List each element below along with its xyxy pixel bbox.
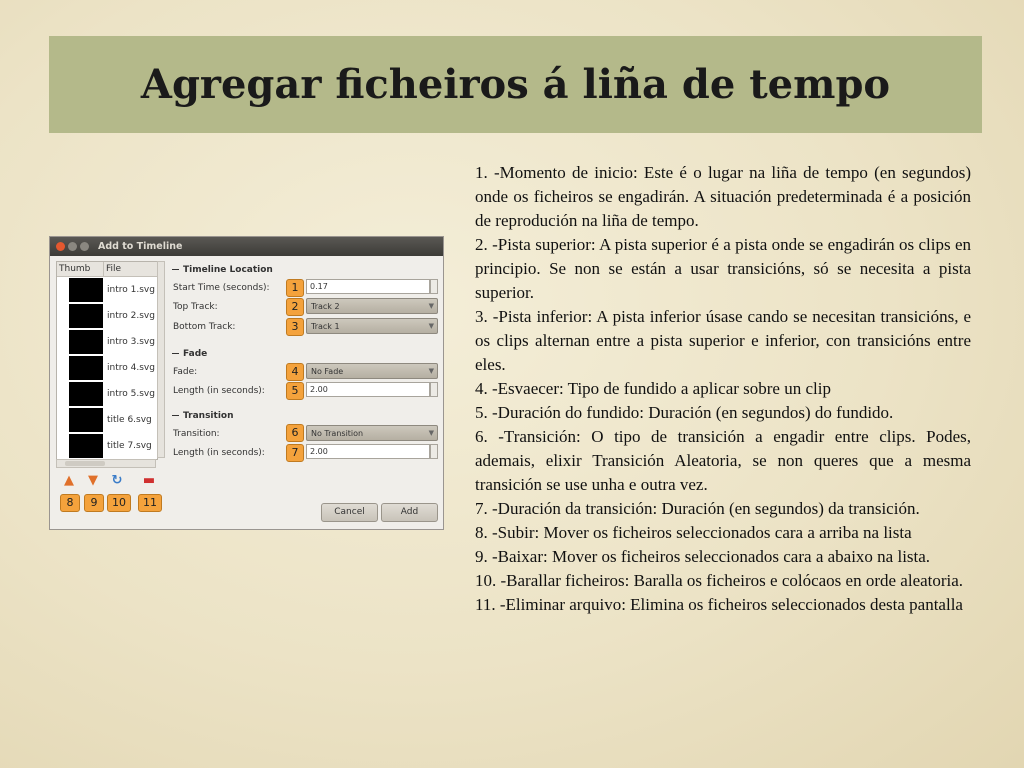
dialog-titlebar bbox=[50, 237, 443, 256]
horizontal-scrollbar[interactable] bbox=[56, 459, 156, 468]
collapse-icon[interactable] bbox=[172, 269, 179, 270]
paragraph: 1. -Momento de inicio: Este é o lugar na liña de tempo (en segundos) onde os ficheiros se engadirán. A situación predeterminada é a posición de reprodución na liña de tempo. bbox=[475, 163, 971, 230]
dialog-title: Add to Timeline bbox=[98, 241, 183, 252]
paragraph: 6. -Transición: O tipo de transición a engadir entre clips. Podes, ademais, elixir Transición Aleatoria, se non queres que a mesma transición se use unha e outra vez. bbox=[475, 427, 971, 494]
callout-10: 10 bbox=[107, 494, 131, 512]
chevron-down-icon: ▼ bbox=[428, 367, 434, 375]
cancel-button[interactable]: Cancel bbox=[321, 503, 378, 522]
slide-title-band bbox=[49, 36, 982, 133]
file-list[interactable] bbox=[56, 261, 158, 460]
callout-7: 7 bbox=[286, 444, 304, 462]
slide-title: Agregar ficheiros á liña de tempo bbox=[140, 61, 891, 108]
shuffle-icon[interactable]: ↻ bbox=[111, 473, 123, 488]
paragraph: 4. -Esvaecer: Tipo de fundido a aplicar sobre un clip bbox=[475, 379, 831, 398]
select-value: Track 1 bbox=[311, 322, 340, 331]
transition-length-label: Length (in seconds): bbox=[173, 448, 265, 458]
callout-9: 9 bbox=[84, 494, 104, 512]
bottom-track-label: Bottom Track: bbox=[173, 322, 236, 332]
thumbnail bbox=[69, 330, 103, 354]
callout-8: 8 bbox=[60, 494, 80, 512]
file-name: title 6.svg bbox=[107, 415, 152, 425]
transition-length-spin[interactable] bbox=[430, 444, 438, 459]
fade-label: Fade: bbox=[173, 367, 198, 377]
file-list-header bbox=[57, 262, 157, 277]
start-time-spin[interactable] bbox=[430, 279, 438, 294]
bottom-track-select[interactable] bbox=[306, 318, 438, 334]
callout-6: 6 bbox=[286, 424, 304, 442]
transition-select[interactable] bbox=[306, 425, 438, 441]
section-fade[interactable] bbox=[172, 349, 207, 359]
section-title: Transition bbox=[183, 411, 234, 421]
list-item[interactable] bbox=[57, 277, 157, 303]
callout-1: 1 bbox=[286, 279, 304, 297]
transition-length-input[interactable]: 2.00 bbox=[306, 444, 430, 459]
thumb-column-header[interactable]: Thumb bbox=[57, 262, 104, 276]
list-item[interactable] bbox=[57, 407, 157, 433]
start-time-label: Start Time (seconds): bbox=[173, 283, 270, 293]
fade-length-spin[interactable] bbox=[430, 382, 438, 397]
fade-select[interactable] bbox=[306, 363, 438, 379]
paragraph: 2. -Pista superior: A pista superior é a pista onde se engadirán os clips en principio. Se non se están a usar transicións, só se necesita a pista superior. bbox=[475, 235, 971, 302]
thumbnail bbox=[69, 382, 103, 406]
file-name: intro 5.svg bbox=[107, 389, 155, 399]
paragraph: 8. -Subir: Mover os ficheiros seleccionados cara a arriba na lista bbox=[475, 523, 912, 542]
add-button[interactable]: Add bbox=[381, 503, 438, 522]
add-to-timeline-dialog bbox=[49, 236, 444, 530]
minimize-icon[interactable] bbox=[68, 242, 77, 251]
callout-4: 4 bbox=[286, 363, 304, 381]
section-timeline-location[interactable] bbox=[172, 265, 273, 275]
file-name: title 7.svg bbox=[107, 441, 152, 451]
maximize-icon[interactable] bbox=[80, 242, 89, 251]
section-title: Fade bbox=[183, 349, 208, 359]
paragraph: 11. -Eliminar arquivo: Elimina os ficheiros seleccionados desta pantalla bbox=[475, 595, 963, 614]
fade-length-label: Length (in seconds): bbox=[173, 386, 265, 396]
list-item[interactable] bbox=[57, 329, 157, 355]
thumbnail bbox=[69, 304, 103, 328]
top-track-label: Top Track: bbox=[173, 302, 218, 312]
list-item[interactable] bbox=[57, 433, 157, 459]
thumbnail bbox=[69, 356, 103, 380]
file-name: intro 4.svg bbox=[107, 363, 155, 373]
paragraph: 10. -Barallar ficheiros: Baralla os ficheiros e colócaos en orde aleatoria. bbox=[475, 571, 964, 590]
paragraph: 7. -Duración da transición: Duración (en segundos) da transición. bbox=[475, 499, 920, 518]
chevron-down-icon: ▼ bbox=[428, 302, 434, 310]
select-value: No Fade bbox=[311, 367, 344, 376]
callout-2: 2 bbox=[286, 298, 304, 316]
move-down-icon[interactable]: ▼ bbox=[88, 473, 98, 488]
paragraph: 5. -Duración do fundido: Duración (en segundos) do fundido. bbox=[475, 403, 894, 422]
list-item[interactable] bbox=[57, 381, 157, 407]
collapse-icon[interactable] bbox=[172, 353, 179, 354]
select-value: No Transition bbox=[311, 429, 364, 438]
file-column-header[interactable]: File bbox=[106, 264, 122, 274]
thumbnail bbox=[69, 408, 103, 432]
fade-length-input[interactable]: 2.00 bbox=[306, 382, 430, 397]
file-name: intro 2.svg bbox=[107, 311, 155, 321]
select-value: Track 2 bbox=[311, 302, 340, 311]
section-title: Timeline Location bbox=[183, 265, 273, 275]
paragraph: 9. -Baixar: Mover os ficheiros seleccionados cara a abaixo na lista. bbox=[475, 547, 931, 566]
callout-11: 11 bbox=[138, 494, 162, 512]
start-time-input[interactable]: 0.17 bbox=[306, 279, 430, 294]
remove-icon[interactable]: ▬ bbox=[142, 473, 156, 488]
section-transition[interactable] bbox=[172, 411, 234, 421]
thumbnail bbox=[69, 278, 103, 302]
vertical-scrollbar[interactable] bbox=[157, 261, 165, 458]
list-item[interactable] bbox=[57, 303, 157, 329]
callout-3: 3 bbox=[286, 318, 304, 336]
file-name: intro 3.svg bbox=[107, 337, 155, 347]
move-up-icon[interactable]: ▲ bbox=[64, 473, 74, 488]
list-item[interactable] bbox=[57, 355, 157, 381]
file-name: intro 1.svg bbox=[107, 285, 155, 295]
close-icon[interactable] bbox=[56, 242, 65, 251]
paragraph: 3. -Pista inferior: A pista inferior úsase cando se necesitan transicións, e os clips alternan entre a pista superior e inferior, con transicións entre eles. bbox=[475, 307, 971, 374]
transition-label: Transition: bbox=[173, 429, 220, 439]
collapse-icon[interactable] bbox=[172, 415, 179, 416]
top-track-select[interactable] bbox=[306, 298, 438, 314]
thumbnail bbox=[69, 434, 103, 458]
chevron-down-icon: ▼ bbox=[428, 429, 434, 437]
callout-5: 5 bbox=[286, 382, 304, 400]
slide-body bbox=[475, 161, 971, 617]
chevron-down-icon: ▼ bbox=[428, 322, 434, 330]
scrollbar-thumb[interactable] bbox=[65, 461, 105, 466]
